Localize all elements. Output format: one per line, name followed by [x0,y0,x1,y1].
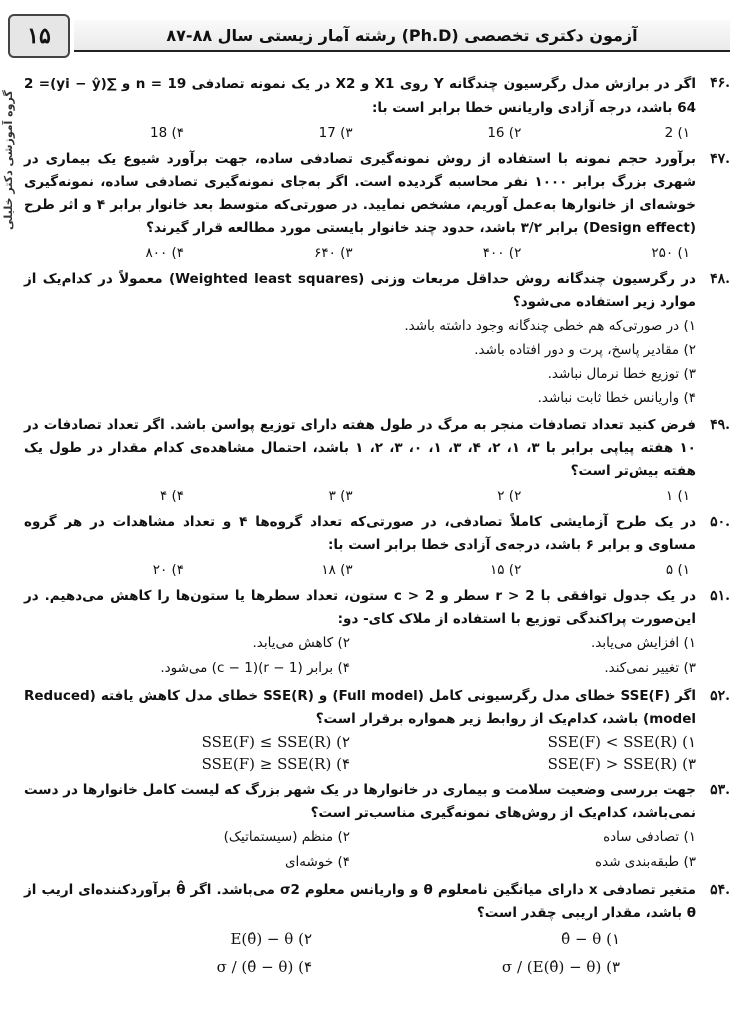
option-1[interactable]: ۱) تصادفی ساده [603,829,696,845]
question-53 [24,779,730,875]
question-54 [24,879,730,981]
question-number: .۴۹ [710,417,730,433]
question-text: در رگرسیون چندگانه روش حداقل مربعات وزنی (Weighted least squares) معمولاً در کدام‌یک از موارد زیر استفاده می‌شود؟ [24,271,696,310]
options-grid [24,631,730,681]
question-number: .۵۲ [710,688,730,704]
option-4[interactable]: ۴) واریانس خطا ثابت نباشد. [537,390,696,406]
side-brand-label: گروه آموزشی دکتر خلیلی [2,90,15,230]
question-number: .۴۸ [710,271,730,287]
option-4[interactable]: ۴) 18 [150,125,185,141]
options-grid [24,825,730,875]
option-1[interactable]: ۱) افزایش می‌یابد. [591,635,696,651]
option-3[interactable]: ۳) طبقه‌بندی شده [595,854,696,870]
question-49 [24,414,730,507]
option-2[interactable]: ۲) ۲ [497,488,522,504]
option-3[interactable]: ۳) توزیع خطا نرمال نباشد. [547,366,696,382]
option-2[interactable]: ۲) کاهش می‌یابد. [252,635,350,651]
options-row [24,242,730,264]
question-47 [24,148,730,264]
question-text: اگر SSE(F) خطای مدل رگرسیونی کامل (Full model) و SSE(R) خطای مدل کاهش یافته (Reduced model) باشد، کدام‌یک از روابط زیر همواره برقرار است؟ [24,688,696,727]
question-number: .۵۰ [710,514,730,530]
question-text: جهت بررسی وضعیت سلامت و بیماری در خانوارها در یک شهر بزرگ که لیست کامل خانوارها در دست نمی‌باشد، کدام‌یک از روش‌های نمونه‌گیری مناسب‌تر است؟ [24,782,696,821]
question-number: .۵۳ [710,782,730,798]
option-4[interactable]: ۴) برابر (r − 1)(c − 1) می‌شود. [160,660,350,676]
option-2[interactable]: ۲) ۴۰۰ [482,245,522,261]
question-number: .۵۱ [710,588,730,604]
question-text: در یک جدول توافقی با r > 2 سطر و c > 2 ستون، تعداد سطرها یا ستون‌ها را کاهش می‌دهیم. در این‌صورت پراکندگی توزیع با استفاده از ملاک کای- دو: [24,588,696,627]
question-list [24,72,730,985]
option-4[interactable]: ۴) (θ̂ − θ) / σ [216,958,312,976]
question-number: .۴۷ [710,151,730,167]
option-2[interactable]: ۲) ۱۵ [490,562,522,578]
question-text: اگر در برازش مدل رگرسیون چندگانه Y روی X1 و X2 در یک نمونه تصادفی n = 19 و ∑(yi − ŷ)2 = 64 باشد، درجه آزادی واریانس خطا برابر است با: [24,76,696,116]
option-3[interactable]: ۳) ۶۴۰ [314,245,353,261]
question-46 [24,72,730,144]
header-bar [74,20,730,52]
page-header [8,8,730,58]
question-number: .۴۶ [710,75,730,91]
question-text: برآورد حجم نمونه با استفاده از روش نمونه‌گیری تصادفی ساده، جهت برآورد شیوع یک بیماری در شهری بزرگ برابر ۱۰۰۰ نفر محاسبه گردیده است. اگر به‌جای نمونه‌گیری تصادفی ساده، نمونه‌گیری خوشه‌ای از خانوارها به‌عمل آوریم، مشخص نمایید. در صورتی‌که متوسط بعد خانوار برابر ۴ و اثر طرح (Design effect) برابر ۳/۲ باشد، حدود چند خانوار بایستی مورد مطالعه قرار گیرند؟ [24,151,696,236]
option-4[interactable]: ۴) ۴ [159,488,185,504]
exam-title: آزمون دکتری تخصصی (Ph.D) رشته آمار زیستی سال ۸۸-۸۷ [166,25,638,45]
options-row [24,559,730,581]
option-1[interactable]: ۱) θ̂ − θ [561,930,620,948]
option-1[interactable]: ۱) ۵ [665,562,690,578]
page-number: ۱۵ [8,14,70,58]
options-row [24,122,730,144]
option-2[interactable]: ۲) منظم (سیستماتیک) [223,829,350,845]
option-1[interactable]: ۱) 2 [664,125,690,141]
option-3[interactable]: ۳) ۳ [328,488,353,504]
option-2[interactable]: ۲) مقادیر پاسخ، پرت و دور افتاده باشد. [474,342,696,358]
option-1[interactable]: ۱) SSE(F) < SSE(R) [547,733,696,751]
question-52 [24,685,730,775]
options-row [24,485,730,507]
option-4[interactable]: ۴) SSE(F) ≥ SSE(R) [201,755,350,773]
option-3[interactable]: ۳) (E(θ̂) − θ) / σ [501,958,620,976]
question-text: فرض کنید تعداد تصادفات منجر به مرگ در طول هفته دارای توزیع پواسن باشد. اگر تعداد تصادفات در ۱۰ هفته پیاپی برابر با ۳، ۱، ۲، ۴، ۳، ۱، ۰، ۳، ۲، ۱ باشد، احتمال مشاهده‌ی کدام مقدار در طول یک هفته بیش‌تر است؟ [24,417,696,479]
option-1[interactable]: ۱) ۱ [665,488,690,504]
option-2[interactable]: ۲) E(θ̂) − θ [230,930,312,948]
question-51 [24,585,730,681]
option-3[interactable]: ۳) SSE(F) > SSE(R) [547,755,696,773]
option-3[interactable]: ۳) ۱۸ [321,562,353,578]
question-text: متغیر تصادفی x دارای میانگین نامعلوم θ و واریانس معلوم σ2 می‌باشد. اگر θ̂ برآوردکننده‌ای اریب از θ باشد، مقدار اریبی چقدر است؟ [24,882,696,921]
options-grid [24,925,730,981]
option-4[interactable]: ۴) ۸۰۰ [145,245,185,261]
question-50 [24,511,730,581]
question-48 [24,268,730,410]
option-3[interactable]: ۳) تغییر نمی‌کند. [604,660,696,676]
options-grid [24,731,730,775]
option-4[interactable]: ۴) ۲۰ [152,562,185,578]
options-list [24,314,730,410]
option-3[interactable]: ۳) 17 [318,125,353,141]
option-1[interactable]: ۱) در صورتی‌که هم خطی چندگانه وجود داشته باشد. [404,318,696,334]
option-4[interactable]: ۴) خوشه‌ای [284,854,350,870]
option-1[interactable]: ۱) ۲۵۰ [651,245,690,261]
question-text: در یک طرح آزمایشی کاملاً تصادفی، در صورتی‌که تعداد گروه‌ها ۴ و تعداد مشاهدات در هر گروه مساوی و برابر ۶ باشد، درجه‌ی آزادی خطا برابر است با: [24,514,696,553]
option-2[interactable]: ۲) SSE(F) ≤ SSE(R) [201,733,350,751]
option-2[interactable]: ۲) 16 [487,125,522,141]
question-number: .۵۴ [710,882,730,898]
